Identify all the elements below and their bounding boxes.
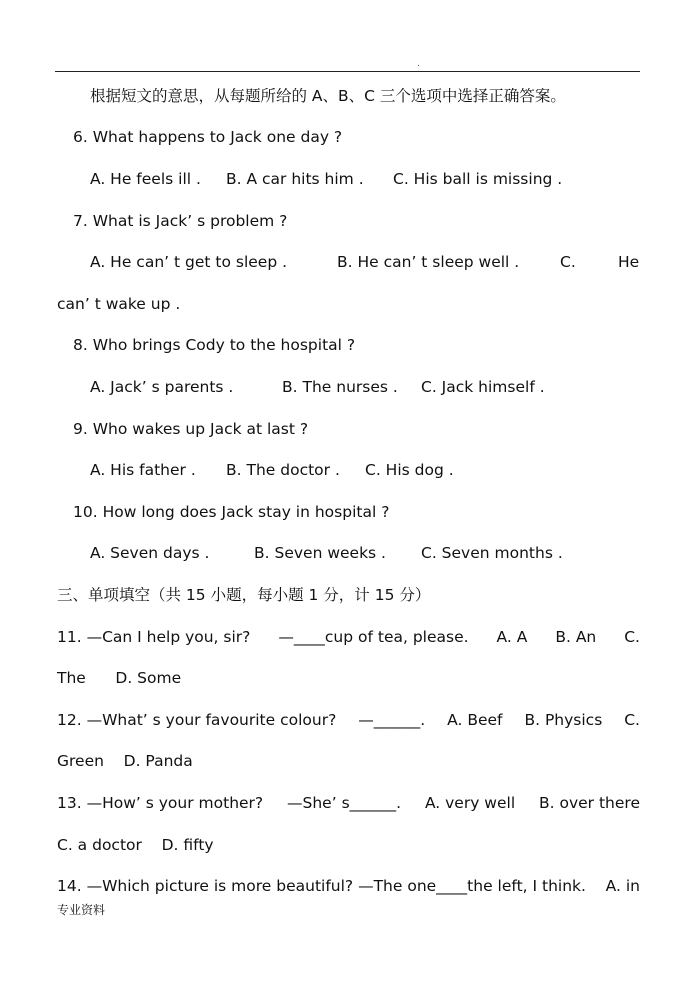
question-14: [57, 876, 640, 896]
q13-option-b: B. over there: [539, 794, 640, 812]
q11-continued: The D. Some: [57, 669, 182, 687]
q11-stem: 11. —Can I help you, sir?: [57, 628, 251, 646]
q8-option-b: B. The nurses .: [282, 378, 398, 396]
question-9: 9. Who wakes up Jack at last ?: [73, 420, 309, 438]
question-11: [57, 627, 640, 647]
q11-option-b: B. An: [555, 628, 597, 646]
q12-option-c: C.: [624, 711, 640, 729]
question-10: 10. How long does Jack stay in hospital ?: [73, 503, 390, 521]
footer-label: 专业资料: [57, 903, 106, 917]
q12-stem: 12. —What’ s your favourite colour?: [57, 711, 337, 729]
question-8: 8. Who brings Cody to the hospital ?: [73, 336, 356, 354]
q7-option-a: A. He can’ t get to sleep .: [90, 253, 288, 271]
q7-option-c: C.: [560, 253, 576, 271]
q7-option-c-text: He: [618, 253, 640, 271]
q12-option-b: B. Physics: [524, 711, 603, 729]
q7-option-c-continued: can’ t wake up .: [57, 295, 181, 313]
q12-answer-blank: —______.: [358, 711, 426, 729]
q13-stem: 13. —How’ s your mother?: [57, 794, 264, 812]
q6-option-c: C. His ball is missing .: [393, 170, 563, 188]
q12-continued: Green D. Panda: [57, 752, 193, 770]
q6-option-b: B. A car hits him .: [226, 170, 364, 188]
q8-option-a: A. Jack’ s parents .: [90, 378, 234, 396]
q14-option-a: A. in: [605, 877, 640, 895]
q10-option-a: A. Seven days .: [90, 544, 210, 562]
q13-answer-blank: —She’ s______.: [287, 794, 402, 812]
q11-option-a: A. A: [496, 628, 528, 646]
question-13: [57, 793, 640, 813]
q11-answer-blank: —____cup of tea, please.: [278, 628, 469, 646]
q13-continued: C. a doctor D. fifty: [57, 836, 214, 854]
instruction-text: 根据短文的意思，从每题所给的 A、B、C 三个选项中选择正确答案。: [90, 87, 566, 105]
header-rule: [55, 71, 640, 72]
question-6: 6. What happens to Jack one day ?: [73, 128, 343, 146]
q12-option-a: A. Beef: [447, 711, 503, 729]
question-12: [57, 710, 640, 730]
section-3-heading: 三、单项填空（共 15 小题，每小题 1 分，计 15 分）: [57, 586, 431, 604]
q13-option-a: A. very well: [424, 794, 516, 812]
q9-option-a: A. His father .: [90, 461, 196, 479]
q9-option-b: B. The doctor .: [226, 461, 340, 479]
q7-option-b: B. He can’ t sleep well .: [337, 253, 520, 271]
q9-option-c: C. His dog .: [365, 461, 454, 479]
q14-stem: 14. —Which picture is more beautiful? —The one____the left, I think.: [57, 877, 586, 895]
q6-option-a: A. He feels ill .: [90, 170, 201, 188]
q8-option-c: C. Jack himself .: [421, 378, 545, 396]
q11-option-c: C.: [624, 628, 640, 646]
q10-option-c: C. Seven months .: [421, 544, 563, 562]
question-7: 7. What is Jack’ s problem ?: [73, 212, 288, 230]
q10-option-b: B. Seven weeks .: [254, 544, 386, 562]
header-dot: .: [417, 59, 420, 69]
